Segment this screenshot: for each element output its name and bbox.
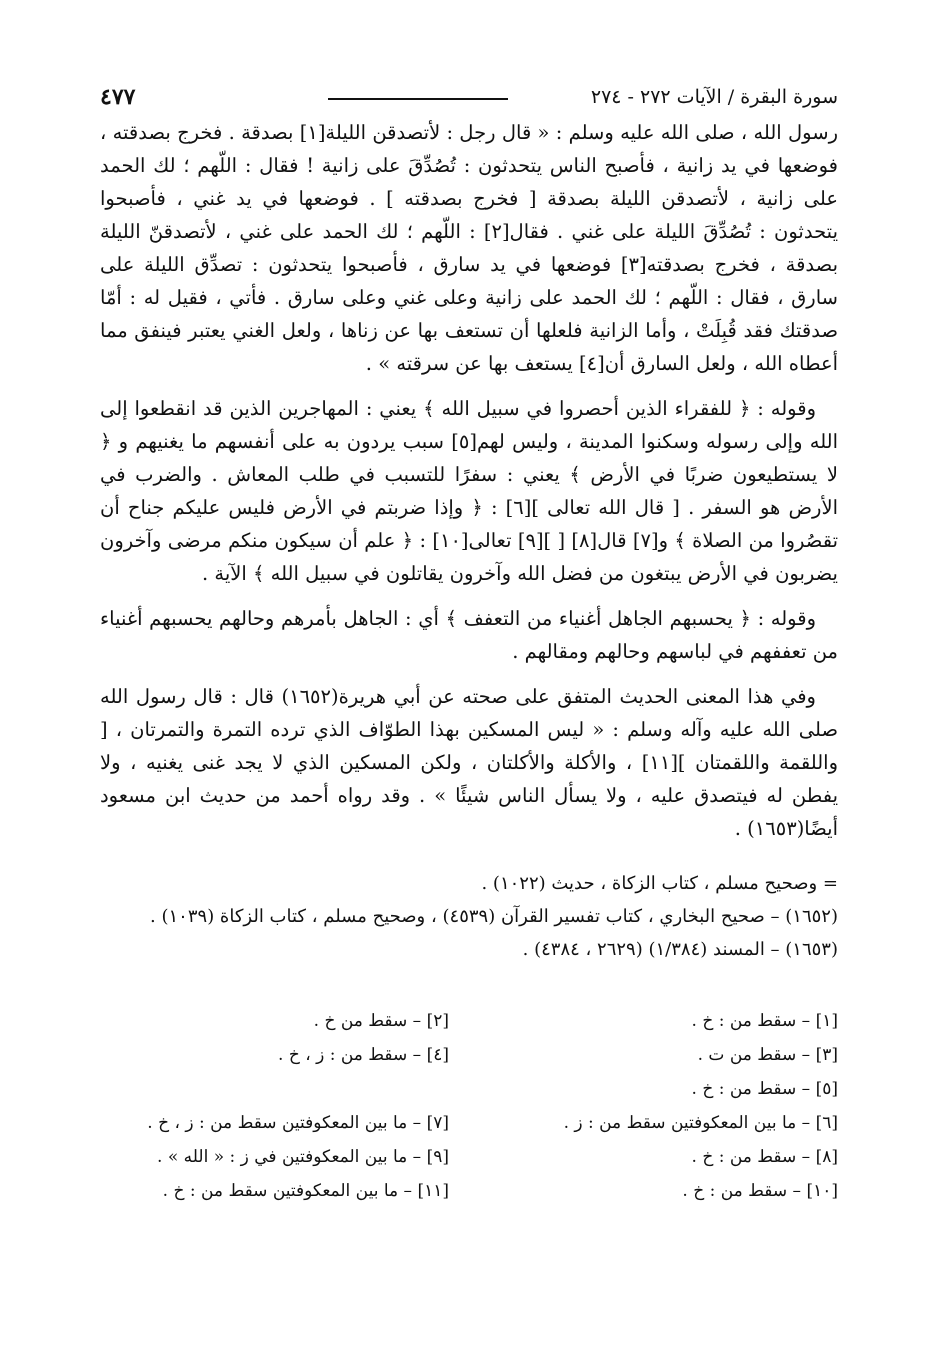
header-rule — [328, 98, 508, 100]
paragraph-2: وقوله : ﴿ للفقراء الذين أحصروا في سبيل الله ﴾ يعني : المهاجرين الذين قد انقطعوا إلى الله وإلى رسوله وسكنوا المدينة ، وليس لهم[٥] سبب يردون به على أنفسهم ما يغنيهم و ﴿ لا يستطيعون ضربًا في الأرض ﴾ يعني : سفرًا للتسبب في طلب المعاش . والضرب في الأرض هو السفر . [ قال الله تعالى ][٦] : ﴿ وإذا ضربتم في الأرض فليس عليكم جناح أن تقصُروا من الصلاة ﴾ و[٧] قال[٨] [ ][٩] تعالى[١٠] : ﴿ علم أن سيكون منكم مرضى وآخرون يضربون في الأرض يبتغون من فضل الله وآخرون يقاتلون في سبيل الله ﴾ الآية . — [100, 397, 839, 585]
paragraph-4: وفي هذا المعنى الحديث المتفق على صحته عن أبي هريرة(١٦٥٢) قال : قال رسول الله صلى الله عليه وآله وسلم : « ليس المسكين بهذا الطوّاف الذي ترده التمرة والتمرتان ، [ واللقمة واللقمتان ][١١] ، والأكلة والأكلتان ، ولكن المسكين الذي لا يجد غنى يغنيه ، ولا يفطن له فيتصدق عليه ، ولا يسأل الناس شيئًا » . وقد رواه أحمد من حديث ابن مسعود أيضًا(١٦٥٣) . — [100, 685, 838, 840]
variant-note-empty — [100, 1072, 449, 1106]
main-text — [100, 116, 838, 845]
variant-note: [١] – سقط من : خ . — [691, 1011, 838, 1031]
variant-note: [٨] – سقط من : خ . — [691, 1147, 838, 1167]
variant-note: [٧] – ما بين المعكوفتين سقط من : ز ، خ . — [147, 1113, 449, 1133]
footnote-1652: (١٦٥٢) – صحيح البخاري ، كتاب تفسير القرآن (٤٥٣٩) ، وصحيح مسلم ، كتاب الزكاة (١٠٣٩) . — [150, 906, 838, 927]
page-header — [100, 82, 838, 116]
paragraph-1: رسول الله ، صلى الله عليه وسلم : « قال رجل : لأتصدقن الليلة[١] بصدقة . فخرج بصدقته ، فوضعها في يد زانية ، فأصبح الناس يتحدثون : تُصُدِّقَ على زانية ! فقال : اللّهم ؛ لك الحمد على زانية ، لأتصدقن الليلة بصدقة [ فخرج بصدقته ] . فوضعها في يد غني ، فأصبحوا يتحدثون : تُصُدِّقَ الليلة على غني . فقال[٢] : اللّهم ؛ لك الحمد على غني ، لأتصدقنّ الليلة بصدقة ، فخرج بصدقته[٣] فوضعها في يد سارق ، فأصبحوا يتحدثون : تصدِّق الليلة على سارق ، فقال : اللّهم ؛ لك الحمد على زانية وعلى غني وعلى سارق . فأتي ، فقيل له : أمّا صدقتك فقد قُبِلَتْ ، وأما الزانية فلعلها أن تستعف بها عن زناها ، ولعل الغني يعتبر فينفق مما أعطاه الله ، ولعل السارق أن[٤] يستعف بها عن سرقته » . — [100, 121, 838, 375]
variant-note: [١٠] – سقط من : خ . — [682, 1181, 838, 1201]
footnote-1653: (١٦٥٣) – المسند (١/٣٨٤) (٢٦٢٩ ، ٤٣٨٤) . — [522, 939, 838, 960]
numbered-footnotes — [100, 867, 838, 966]
variant-note: [١١] – ما بين المعكوفتين سقط من : خ . — [162, 1181, 449, 1201]
variant-note: [٣] – سقط من ت . — [697, 1045, 838, 1065]
paragraph-3: وقوله : ﴿ يحسبهم الجاهل أغنياء من التعفف ﴾ أي : الجاهل بأمرهم وحالهم يحسبهم أغنياء من تعففهم في لباسهم وحالهم ومقالهم . — [100, 607, 838, 663]
variant-note: [٩] – ما بين المعكوفتين في ز : « الله » . — [157, 1147, 449, 1167]
variant-note: [٤] – سقط من : ز ، خ . — [278, 1045, 449, 1065]
manuscript-variant-notes — [100, 1004, 838, 1208]
variant-note: [٥] – سقط من : خ . — [691, 1079, 838, 1099]
variant-note: [٦] – ما بين المعكوفتين سقط من : ز . — [563, 1113, 838, 1133]
variant-note: [٢] – سقط من خ . — [313, 1011, 449, 1031]
footnote-continuation: = وصحيح مسلم ، كتاب الزكاة ، حديث (١٠٢٢) . — [481, 873, 838, 894]
page-number: ٤٧٧ — [100, 84, 136, 110]
running-title: سورة البقرة / الآيات ٢٧٢ - ٢٧٤ — [590, 86, 838, 108]
